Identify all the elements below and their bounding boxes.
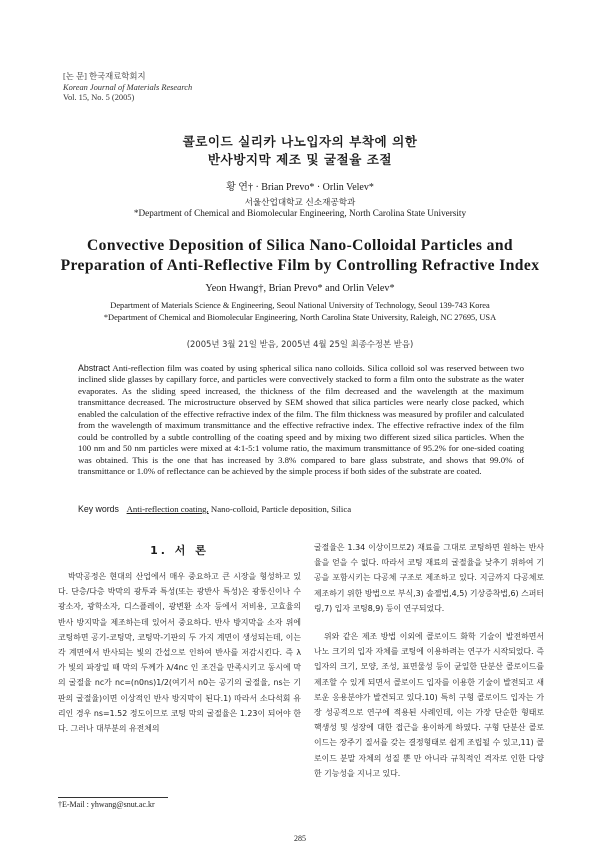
journal-header (63, 72, 192, 104)
abstract-text: Anti-reflection film was coated by using spherical silica nano colloids. Silica colloid sol was reserved between two inclined slide glasses by capillary force, and particles were convectively stacked to form a film onto the substrate as the water evaporates. As the sliding speed increased, the thickness of the film decreased and the wavelength at the maximum transmittance decreased. The microstructure observed by SEM showed that silica particles were nearly close packed, which enabled the calculation of the effective refractive index of the film. The film thickness was measured by profiler and calculated from the wavelength of maximum transmittance and the effective refractive index. The effective refractive index of the film could be controlled by a subtle controlling of the coating speed and by mixing two different sized silica particles. When the 100 nm and 50 nm particles were mixed at 4:1-5:1 volume ratio, the maximum transmittance of 95.2% for one-sided coating was obtained. This is the one that has increased by 3.8% compared to bare glass substrate, and shows that 99.0% of transmittance or 1.0% of reflectance can be achieved by the simple process if both sides of the substrate are coated. (78, 363, 524, 477)
left-column (58, 569, 301, 736)
korean-title-line1: 콜로이드 실리카 나노입자의 부착에 의한 (182, 134, 418, 149)
keyword-first: Anti-reflection coating, (126, 504, 209, 514)
korean-authors: 황 연† · Brian Prevo* · Orlin Velev* (226, 182, 374, 193)
english-affiliation-2: *Department of Chemical and Biomolecular Engineering, North Carolina State University, Raleigh, NC 27695, USA (103, 313, 497, 322)
page-number: 285 (294, 834, 306, 843)
section-title: 1. 서 론 (150, 544, 209, 557)
journal-volume: Vol. 15, No. 5 (2005) (63, 93, 135, 102)
english-affiliation-1: Department of Materials Science & Engineering, Seoul National University of Technology, Seoul 139-743 Korea (110, 301, 490, 310)
keywords-label: Key words (78, 504, 119, 514)
journal-header-english: Korean Journal of Materials Research (63, 82, 193, 92)
english-title-line1: Convective Deposition of Silica Nano-Colloidal Particles and (87, 237, 513, 254)
journal-header-korean: [논 문] 한국재료학회지 (63, 72, 146, 81)
footnote-email: †E-Mail : yhwang@snut.ac.kr (58, 800, 155, 809)
english-authors: Yeon Hwang†, Brian Prevo* and Orlin Velev* (205, 283, 395, 294)
english-title-line2: Preparation of Anti-Reflective Film by Controlling Refractive Index (60, 257, 540, 274)
korean-affiliation-2: *Department of Chemical and Biomolecular Engineering, North Carolina State University (133, 208, 467, 218)
left-paragraph: 박막공정은 현대의 산업에서 매우 중요하고 큰 시장을 형성하고 있다. 단층/다층 박막의 광투과 특성(또는 광반사 특성)은 광통신이나 수광소자, 광학소자, 디스플레이, 광변환 소자 등에서 저비용, 고효율의 반사 방지막을 제조하는데 있어서 중요하다. 반사 방지막을 소자 위에 코팅하면 공기-코팅막, 코팅막-기판의 두 가지 계면이 생성되는데, 이는 각 계면에서 반사되는 빛의 간섭으로 인하여 반사를 저감시킨다. 즉 λ가 빛의 파장일 때 막의 두께가 λ/4nc 인 조건을 만족시키고 동시에 막의 굴절율 nc가 nc=(n0ns)1/2(여기서 n0는 공기의 굴절율, ns는 기판의 굴절율)이면 이상적인 반사 방지막이 된다.1) 따라서 소다석회 유리인 경우 ns=1.52 정도이므로 코팅 막의 굴절율은 1.23이 되어야 한다. 그러나 대부분의 유전체의 (58, 572, 301, 734)
abstract-label: Abstract (78, 363, 111, 373)
abstract (78, 363, 524, 478)
received-dates: (2005년 3월 21일 받음, 2005년 4월 25일 최종수정본 받음) (186, 339, 414, 349)
korean-affiliation: 서울산업대학교 신소재공학과 (244, 198, 356, 208)
right-paragraph-2: 위와 같은 제조 방법 이외에 콜로이드 화학 기술이 발전하면서 나노 크기의 입자 자체를 코팅에 이용하려는 연구가 시작되었다. 즉 입자의 크기, 모양, 조성, 표면물성 등이 균일한 단분산 콜로이드를 제조할 수 있게 되면서 콜로이드 입자를 이용한 기술이 발전되고 새로운 응용분야가 발견되고 있다.10) 특히 구형 콜로이드 입자는 가장 성공적으로 연구에 적용된 사례인데, 이는 가장 단순한 형태로 핵생성 및 성장에 대한 접근을 용이하게 하였다. 구형 단분산 콜로이드는 장주기 질서를 갖는 결정형태로 쉽게 조립될 수 있고,11) 콜로이드 분말 자체의 성질 뿐 만 아니라 규칙적인 격자로 인한 다양한 기능성을 지니고 있다. (314, 632, 544, 778)
keywords-rest: Nano-colloid, Particle deposition, Silica (208, 504, 352, 514)
right-paragraph-1: 굴절율은 1.34 이상이므로2) 재료를 그대로 코팅하면 원하는 반사율을 얻을 수 없다. 따라서 코팅 재료의 굴절율을 낮추기 위하여 기공을 포함시키는 다공체 구조로 제조하고 있다. 지금까지 다공체로 제조하기 위한 방법으로 부식,3) 솔젤법,4,5) 기상증착법,6) 스퍼터링,7) 입자 코팅8,9) 등이 연구되었다. (314, 543, 544, 613)
keywords (78, 504, 524, 514)
right-column (314, 540, 544, 781)
footnote-rule (58, 797, 168, 798)
korean-title-line2: 반사방지막 제조 및 굴절율 조절 (207, 152, 393, 167)
